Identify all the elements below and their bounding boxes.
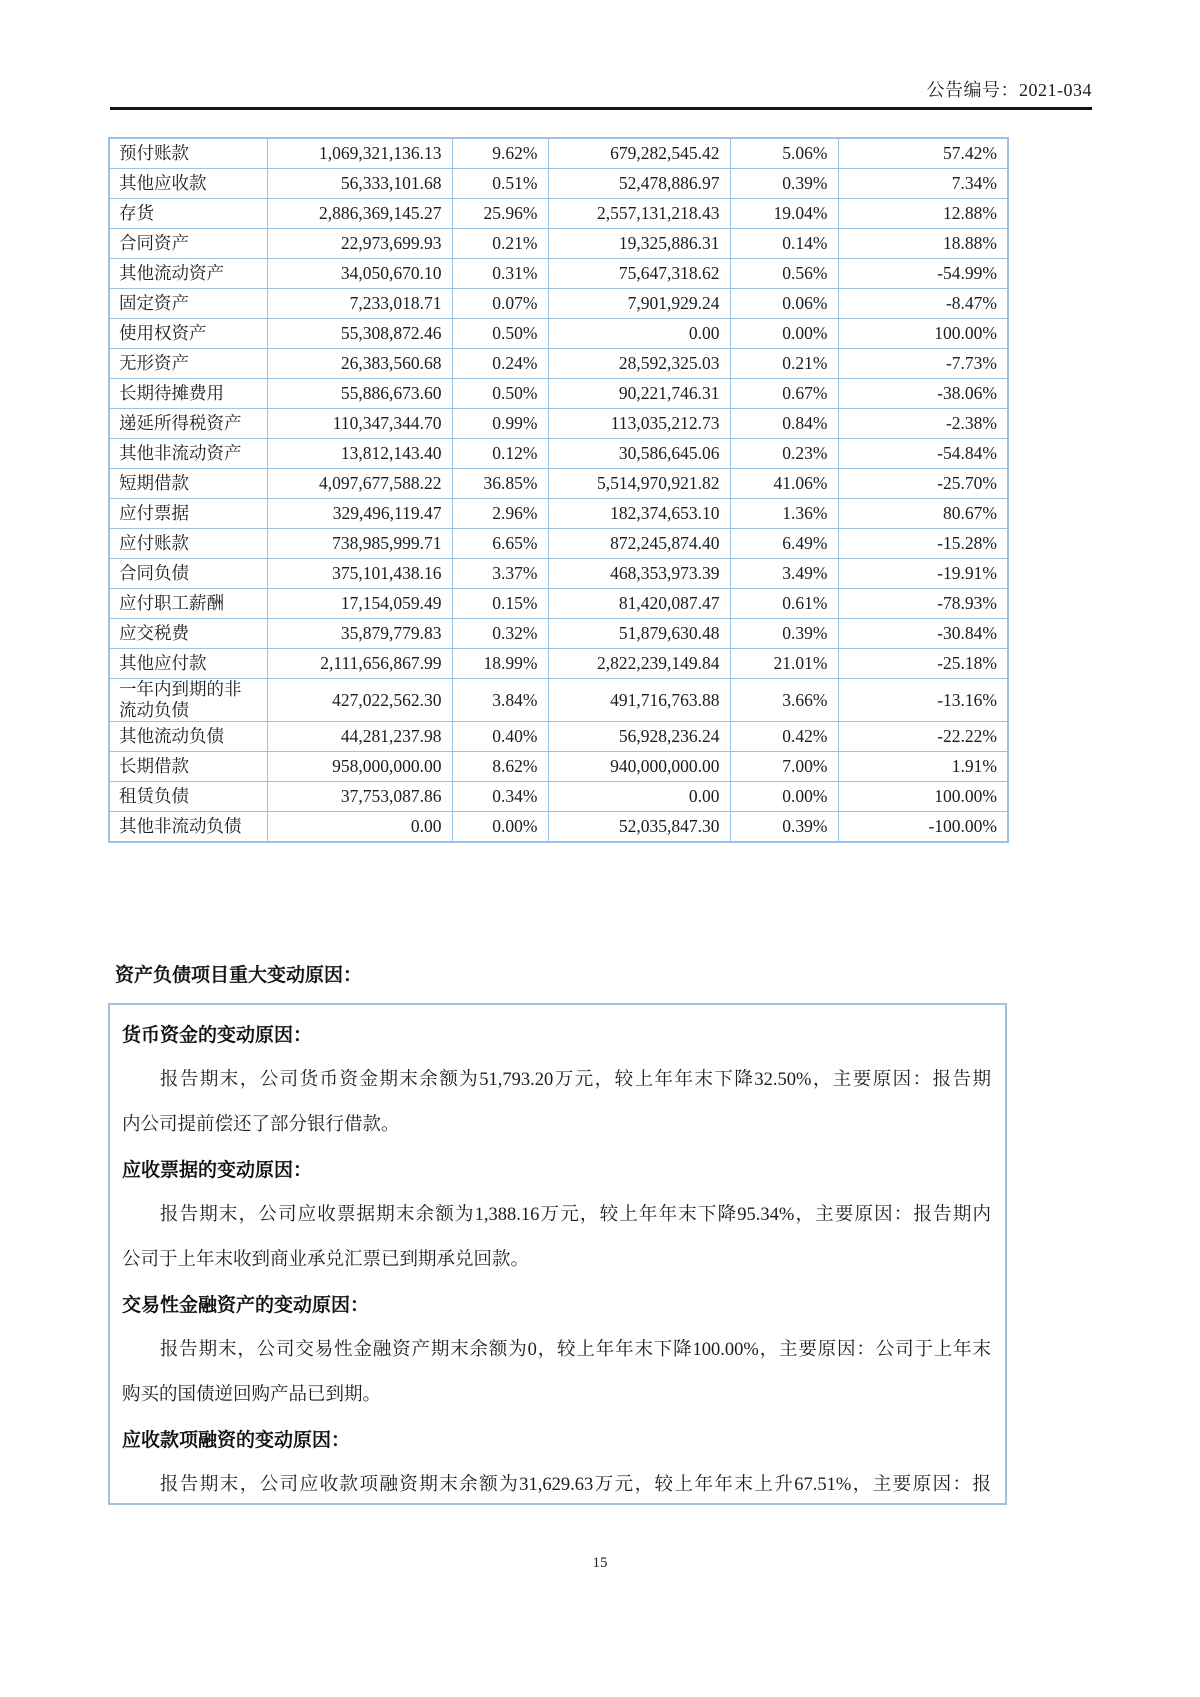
item-name: 其他流动资产 bbox=[109, 259, 267, 289]
begin-amount: 5,514,970,921.82 bbox=[548, 469, 730, 499]
end-ratio: 0.40% bbox=[452, 722, 548, 752]
change-ratio: -100.00% bbox=[838, 812, 1008, 843]
change-ratio: -7.73% bbox=[838, 349, 1008, 379]
end-amount: 0.00 bbox=[267, 812, 452, 843]
end-amount: 4,097,677,588.22 bbox=[267, 469, 452, 499]
begin-amount: 182,374,653.10 bbox=[548, 499, 730, 529]
end-ratio: 0.24% bbox=[452, 349, 548, 379]
begin-ratio: 6.49% bbox=[730, 529, 838, 559]
reason-section-title: 应收款项融资的变动原因： bbox=[122, 1430, 351, 1451]
begin-ratio: 0.56% bbox=[730, 259, 838, 289]
end-amount: 958,000,000.00 bbox=[267, 752, 452, 782]
item-name: 合同资产 bbox=[109, 229, 267, 259]
change-ratio: 18.88% bbox=[838, 229, 1008, 259]
change-ratio: 1.91% bbox=[838, 752, 1008, 782]
table-row bbox=[109, 679, 1008, 722]
end-ratio: 0.12% bbox=[452, 439, 548, 469]
reason-paragraph-line: 报告期末，公司应收款项融资期末余额为31,629.63万元，较上年年末上升67.51%，主要原因：报 bbox=[159, 1475, 991, 1495]
begin-ratio: 0.23% bbox=[730, 439, 838, 469]
end-ratio: 36.85% bbox=[452, 469, 548, 499]
item-name: 无形资产 bbox=[109, 349, 267, 379]
end-ratio: 0.31% bbox=[452, 259, 548, 289]
end-amount: 2,886,369,145.27 bbox=[267, 199, 452, 229]
begin-ratio: 1.36% bbox=[730, 499, 838, 529]
end-amount: 26,383,560.68 bbox=[267, 349, 452, 379]
begin-ratio: 21.01% bbox=[730, 649, 838, 679]
table-row bbox=[109, 289, 1008, 319]
table-row bbox=[109, 619, 1008, 649]
item-name: 存货 bbox=[109, 199, 267, 229]
end-ratio: 0.50% bbox=[452, 379, 548, 409]
end-ratio: 3.37% bbox=[452, 559, 548, 589]
reason-paragraph-line: 报告期末，公司货币资金期末余额为51,793.20万元，较上年年末下降32.50%，主要原因：报告期 bbox=[159, 1070, 991, 1090]
end-amount: 427,022,562.30 bbox=[267, 679, 452, 722]
end-ratio: 0.32% bbox=[452, 619, 548, 649]
financial-table-body bbox=[109, 138, 1008, 842]
item-name: 其他应付款 bbox=[109, 649, 267, 679]
begin-ratio: 3.49% bbox=[730, 559, 838, 589]
end-ratio: 6.65% bbox=[452, 529, 548, 559]
change-ratio: -25.18% bbox=[838, 649, 1008, 679]
table-row bbox=[109, 812, 1008, 843]
change-ratio: 100.00% bbox=[838, 782, 1008, 812]
end-amount: 44,281,237.98 bbox=[267, 722, 452, 752]
begin-ratio: 0.39% bbox=[730, 169, 838, 199]
change-ratio: -2.38% bbox=[838, 409, 1008, 439]
change-ratio: -38.06% bbox=[838, 379, 1008, 409]
end-amount: 37,753,087.86 bbox=[267, 782, 452, 812]
end-amount: 35,879,779.83 bbox=[267, 619, 452, 649]
begin-amount: 0.00 bbox=[548, 319, 730, 349]
item-name: 使用权资产 bbox=[109, 319, 267, 349]
table-row bbox=[109, 559, 1008, 589]
table-row bbox=[109, 199, 1008, 229]
end-amount: 34,050,670.10 bbox=[267, 259, 452, 289]
end-amount: 7,233,018.71 bbox=[267, 289, 452, 319]
end-ratio: 0.50% bbox=[452, 319, 548, 349]
begin-ratio: 0.00% bbox=[730, 782, 838, 812]
item-name: 租赁负债 bbox=[109, 782, 267, 812]
begin-amount: 90,221,746.31 bbox=[548, 379, 730, 409]
end-amount: 22,973,699.93 bbox=[267, 229, 452, 259]
begin-ratio: 3.66% bbox=[730, 679, 838, 722]
change-ratio: 12.88% bbox=[838, 199, 1008, 229]
balance-sheet-change-table bbox=[108, 137, 1009, 843]
begin-amount: 28,592,325.03 bbox=[548, 349, 730, 379]
end-amount: 110,347,344.70 bbox=[267, 409, 452, 439]
begin-amount: 2,822,239,149.84 bbox=[548, 649, 730, 679]
begin-ratio: 19.04% bbox=[730, 199, 838, 229]
change-ratio: -15.28% bbox=[838, 529, 1008, 559]
change-ratio: -54.84% bbox=[838, 439, 1008, 469]
table-row bbox=[109, 752, 1008, 782]
item-name: 其他应收款 bbox=[109, 169, 267, 199]
item-name: 应交税费 bbox=[109, 619, 267, 649]
begin-amount: 52,035,847.30 bbox=[548, 812, 730, 843]
change-ratio: 7.34% bbox=[838, 169, 1008, 199]
reason-section-title: 货币资金的变动原因： bbox=[122, 1025, 313, 1046]
table-row bbox=[109, 722, 1008, 752]
begin-amount: 113,035,212.73 bbox=[548, 409, 730, 439]
table-row bbox=[109, 229, 1008, 259]
end-ratio: 18.99% bbox=[452, 649, 548, 679]
table-row bbox=[109, 138, 1008, 169]
begin-amount: 56,928,236.24 bbox=[548, 722, 730, 752]
table-row bbox=[109, 469, 1008, 499]
page-number: 15 bbox=[592, 1555, 608, 1571]
end-amount: 375,101,438.16 bbox=[267, 559, 452, 589]
begin-amount: 75,647,318.62 bbox=[548, 259, 730, 289]
announcement-number: 公告编号：2021-034 bbox=[926, 80, 1092, 100]
begin-ratio: 0.39% bbox=[730, 619, 838, 649]
header-rule bbox=[110, 107, 1092, 110]
change-ratio: -22.22% bbox=[838, 722, 1008, 752]
table-row bbox=[109, 782, 1008, 812]
reason-section-title: 交易性金融资产的变动原因： bbox=[122, 1295, 370, 1316]
change-ratio: -78.93% bbox=[838, 589, 1008, 619]
begin-ratio: 7.00% bbox=[730, 752, 838, 782]
begin-ratio: 0.21% bbox=[730, 349, 838, 379]
end-ratio: 0.51% bbox=[452, 169, 548, 199]
item-name: 长期待摊费用 bbox=[109, 379, 267, 409]
item-name: 合同负债 bbox=[109, 559, 267, 589]
item-name: 递延所得税资产 bbox=[109, 409, 267, 439]
begin-amount: 468,353,973.39 bbox=[548, 559, 730, 589]
begin-amount: 679,282,545.42 bbox=[548, 138, 730, 169]
begin-ratio: 5.06% bbox=[730, 138, 838, 169]
item-name: 其他非流动资产 bbox=[109, 439, 267, 469]
table-row bbox=[109, 409, 1008, 439]
table-row bbox=[109, 439, 1008, 469]
begin-amount: 30,586,645.06 bbox=[548, 439, 730, 469]
reason-paragraph-line: 内公司提前偿还了部分银行借款。 bbox=[122, 1115, 400, 1135]
end-amount: 55,886,673.60 bbox=[267, 379, 452, 409]
reason-paragraph-line: 报告期末，公司应收票据期末余额为1,388.16万元，较上年年末下降95.34%，主要原因：报告期内 bbox=[159, 1205, 991, 1225]
end-ratio: 25.96% bbox=[452, 199, 548, 229]
table-row bbox=[109, 499, 1008, 529]
end-amount: 329,496,119.47 bbox=[267, 499, 452, 529]
begin-amount: 940,000,000.00 bbox=[548, 752, 730, 782]
table-row bbox=[109, 379, 1008, 409]
begin-amount: 52,478,886.97 bbox=[548, 169, 730, 199]
change-ratio: -8.47% bbox=[838, 289, 1008, 319]
item-name: 应付票据 bbox=[109, 499, 267, 529]
table-row bbox=[109, 169, 1008, 199]
change-ratio: 100.00% bbox=[838, 319, 1008, 349]
item-name: 应付职工薪酬 bbox=[109, 589, 267, 619]
end-ratio: 9.62% bbox=[452, 138, 548, 169]
table-row bbox=[109, 259, 1008, 289]
item-name: 长期借款 bbox=[109, 752, 267, 782]
change-reasons-box bbox=[108, 1003, 1007, 1505]
end-amount: 56,333,101.68 bbox=[267, 169, 452, 199]
section-main-heading: 资产负债项目重大变动原因： bbox=[115, 965, 363, 986]
begin-amount: 19,325,886.31 bbox=[548, 229, 730, 259]
begin-ratio: 41.06% bbox=[730, 469, 838, 499]
begin-amount: 81,420,087.47 bbox=[548, 589, 730, 619]
end-amount: 738,985,999.71 bbox=[267, 529, 452, 559]
begin-ratio: 0.42% bbox=[730, 722, 838, 752]
change-ratio: -54.99% bbox=[838, 259, 1008, 289]
table-row bbox=[109, 319, 1008, 349]
begin-ratio: 0.67% bbox=[730, 379, 838, 409]
begin-amount: 491,716,763.88 bbox=[548, 679, 730, 722]
end-amount: 2,111,656,867.99 bbox=[267, 649, 452, 679]
reason-paragraph-line: 报告期末，公司交易性金融资产期末余额为0，较上年年末下降100.00%，主要原因：公司于上年末 bbox=[159, 1340, 991, 1360]
change-ratio: 57.42% bbox=[838, 138, 1008, 169]
item-name: 一年内到期的非流动负债 bbox=[109, 679, 267, 722]
item-name: 短期借款 bbox=[109, 469, 267, 499]
end-amount: 13,812,143.40 bbox=[267, 439, 452, 469]
reason-paragraph-line: 购买的国债逆回购产品已到期。 bbox=[122, 1385, 382, 1405]
change-ratio: -13.16% bbox=[838, 679, 1008, 722]
item-name: 固定资产 bbox=[109, 289, 267, 319]
begin-ratio: 0.06% bbox=[730, 289, 838, 319]
begin-amount: 51,879,630.48 bbox=[548, 619, 730, 649]
end-amount: 1,069,321,136.13 bbox=[267, 138, 452, 169]
end-ratio: 0.21% bbox=[452, 229, 548, 259]
begin-ratio: 0.14% bbox=[730, 229, 838, 259]
begin-amount: 7,901,929.24 bbox=[548, 289, 730, 319]
begin-ratio: 0.39% bbox=[730, 812, 838, 843]
begin-amount: 2,557,131,218.43 bbox=[548, 199, 730, 229]
change-ratio: 80.67% bbox=[838, 499, 1008, 529]
end-ratio: 8.62% bbox=[452, 752, 548, 782]
end-ratio: 0.34% bbox=[452, 782, 548, 812]
end-amount: 17,154,059.49 bbox=[267, 589, 452, 619]
item-name: 预付账款 bbox=[109, 138, 267, 169]
end-ratio: 3.84% bbox=[452, 679, 548, 722]
table-row bbox=[109, 589, 1008, 619]
begin-ratio: 0.84% bbox=[730, 409, 838, 439]
begin-ratio: 0.00% bbox=[730, 319, 838, 349]
reason-paragraph-line: 公司于上年末收到商业承兑汇票已到期承兑回款。 bbox=[122, 1250, 530, 1270]
change-ratio: -30.84% bbox=[838, 619, 1008, 649]
end-ratio: 0.00% bbox=[452, 812, 548, 843]
end-ratio: 2.96% bbox=[452, 499, 548, 529]
begin-ratio: 0.61% bbox=[730, 589, 838, 619]
end-ratio: 0.07% bbox=[452, 289, 548, 319]
table-row bbox=[109, 649, 1008, 679]
table-row bbox=[109, 529, 1008, 559]
begin-amount: 0.00 bbox=[548, 782, 730, 812]
item-name: 其他流动负债 bbox=[109, 722, 267, 752]
end-ratio: 0.15% bbox=[452, 589, 548, 619]
begin-amount: 872,245,874.40 bbox=[548, 529, 730, 559]
item-name: 其他非流动负债 bbox=[109, 812, 267, 843]
reason-section-title: 应收票据的变动原因： bbox=[122, 1160, 313, 1181]
end-ratio: 0.99% bbox=[452, 409, 548, 439]
change-ratio: -19.91% bbox=[838, 559, 1008, 589]
change-ratio: -25.70% bbox=[838, 469, 1008, 499]
table-row bbox=[109, 349, 1008, 379]
item-name: 应付账款 bbox=[109, 529, 267, 559]
end-amount: 55,308,872.46 bbox=[267, 319, 452, 349]
